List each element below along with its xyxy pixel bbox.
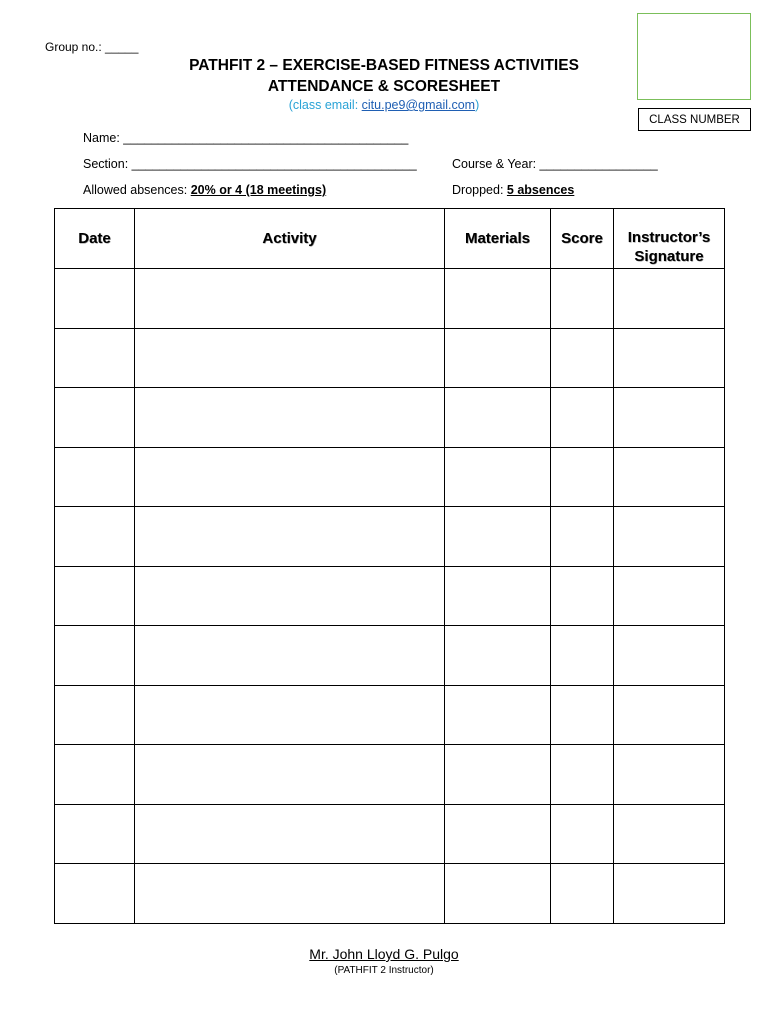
- cell-materials[interactable]: [445, 388, 551, 448]
- cell-score[interactable]: [551, 328, 614, 388]
- table-body: [55, 269, 725, 924]
- cell-score[interactable]: [551, 447, 614, 507]
- cell-signature[interactable]: [614, 328, 725, 388]
- dropped-value: 5 absences: [506, 183, 575, 197]
- name-field: Name: _________________________________________: [83, 131, 409, 145]
- cell-score[interactable]: [551, 685, 614, 745]
- table-header-row: [55, 209, 725, 269]
- cell-date[interactable]: [55, 626, 135, 686]
- cell-date[interactable]: [55, 804, 135, 864]
- cell-signature[interactable]: [614, 864, 725, 924]
- cell-score[interactable]: [551, 566, 614, 626]
- cell-score[interactable]: [551, 626, 614, 686]
- table-row: [55, 864, 725, 924]
- cell-materials[interactable]: [445, 804, 551, 864]
- cell-signature[interactable]: [614, 626, 725, 686]
- cell-date[interactable]: [55, 507, 135, 567]
- cell-score[interactable]: [551, 269, 614, 329]
- header-activity: Activity: [135, 209, 445, 269]
- cell-materials[interactable]: [445, 269, 551, 329]
- cell-activity[interactable]: [135, 685, 445, 745]
- instructor-name: Mr. John Lloyd G. Pulgo: [309, 946, 459, 962]
- table-row: [55, 388, 725, 448]
- header-instructor-signature: Instructor’s Signature: [614, 209, 725, 269]
- cell-date[interactable]: [55, 566, 135, 626]
- cell-activity[interactable]: [135, 804, 445, 864]
- header-date: Date: [55, 209, 135, 269]
- email-suffix: ): [475, 98, 480, 112]
- cell-activity[interactable]: [135, 447, 445, 507]
- table-row: [55, 685, 725, 745]
- cell-signature[interactable]: [614, 269, 725, 329]
- cell-signature[interactable]: [614, 507, 725, 567]
- cell-materials[interactable]: [445, 566, 551, 626]
- table-row: [55, 626, 725, 686]
- table-row: [55, 804, 725, 864]
- page-title: PATHFIT 2 – EXERCISE-BASED FITNESS ACTIVITIES: [189, 57, 579, 74]
- cell-materials[interactable]: [445, 626, 551, 686]
- cell-activity[interactable]: [135, 864, 445, 924]
- cell-materials[interactable]: [445, 447, 551, 507]
- cell-materials[interactable]: [445, 745, 551, 805]
- group-number-label: Group no.: _____: [45, 40, 139, 54]
- cell-activity[interactable]: [135, 269, 445, 329]
- cell-date[interactable]: [55, 864, 135, 924]
- email-prefix: (class email:: [288, 98, 362, 112]
- cell-activity[interactable]: [135, 626, 445, 686]
- cell-activity[interactable]: [135, 328, 445, 388]
- allowed-absences-value: 20% or 4 (18 meetings): [190, 183, 327, 197]
- cell-score[interactable]: [551, 804, 614, 864]
- cell-signature[interactable]: [614, 566, 725, 626]
- allowed-absences-label: Allowed absences:: [83, 183, 191, 197]
- dropped-label: Dropped:: [452, 183, 507, 197]
- table-row: [55, 566, 725, 626]
- cell-date[interactable]: [55, 685, 135, 745]
- table-row: [55, 269, 725, 329]
- dropped-absences: [452, 183, 574, 197]
- class-email-link[interactable]: citu.pe9@gmail.com: [361, 98, 476, 112]
- cell-date[interactable]: [55, 269, 135, 329]
- cell-materials[interactable]: [445, 328, 551, 388]
- cell-score[interactable]: [551, 864, 614, 924]
- cell-date[interactable]: [55, 328, 135, 388]
- cell-materials[interactable]: [445, 685, 551, 745]
- table-row: [55, 328, 725, 388]
- header-materials: Materials: [445, 209, 551, 269]
- cell-date[interactable]: [55, 447, 135, 507]
- cell-activity[interactable]: [135, 745, 445, 805]
- cell-signature[interactable]: [614, 388, 725, 448]
- cell-date[interactable]: [55, 388, 135, 448]
- cell-activity[interactable]: [135, 566, 445, 626]
- cell-materials[interactable]: [445, 864, 551, 924]
- section-field: Section: _________________________________________: [83, 157, 417, 171]
- cell-score[interactable]: [551, 388, 614, 448]
- cell-signature[interactable]: [614, 745, 725, 805]
- cell-signature[interactable]: [614, 804, 725, 864]
- attendance-table: [54, 208, 725, 924]
- cell-date[interactable]: [55, 745, 135, 805]
- class-number-box: CLASS NUMBER: [638, 108, 751, 131]
- table-row: [55, 507, 725, 567]
- instructor-role: (PATHFIT 2 Instructor): [334, 965, 434, 976]
- table-row: [55, 447, 725, 507]
- page-subtitle: ATTENDANCE & SCORESHEET: [267, 78, 501, 95]
- photo-box: [637, 13, 751, 100]
- cell-activity[interactable]: [135, 507, 445, 567]
- course-year-field: Course & Year: _________________: [452, 157, 658, 171]
- cell-activity[interactable]: [135, 388, 445, 448]
- cell-score[interactable]: [551, 745, 614, 805]
- header-score: Score: [551, 209, 614, 269]
- table-row: [55, 745, 725, 805]
- cell-signature[interactable]: [614, 447, 725, 507]
- allowed-absences: [83, 183, 326, 197]
- cell-signature[interactable]: [614, 685, 725, 745]
- cell-score[interactable]: [551, 507, 614, 567]
- cell-materials[interactable]: [445, 507, 551, 567]
